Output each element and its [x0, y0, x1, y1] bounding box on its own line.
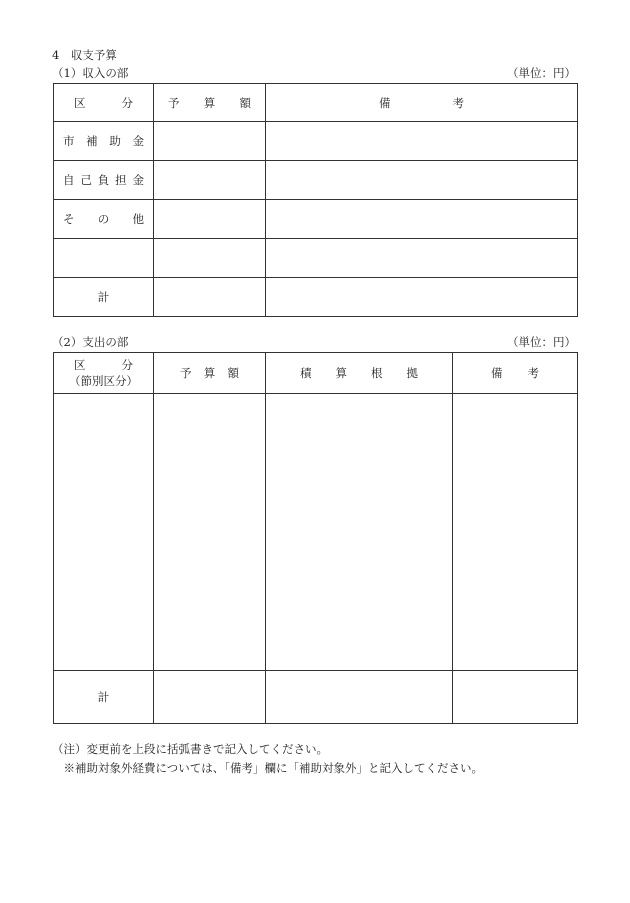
- income-label-total: 計: [54, 278, 154, 317]
- income-header-row: [54, 84, 578, 122]
- expense-header-basis: 積 算 根 拠: [266, 353, 453, 394]
- income-row-other: [54, 200, 578, 239]
- expense-label-total: 計: [54, 671, 154, 724]
- income-label-blank[interactable]: [54, 239, 154, 278]
- expense-header-budget: 予 算 額: [154, 353, 266, 394]
- expense-heading: （2）支出の部: [52, 335, 129, 349]
- income-row-city-subsidy: [54, 122, 578, 161]
- expense-category-cell[interactable]: [54, 394, 154, 671]
- income-label-city-subsidy: 市 補 助 金: [54, 122, 154, 161]
- income-table: [53, 83, 578, 317]
- section-title: 4 収支予算: [52, 48, 117, 62]
- income-header-category: 区 分: [54, 84, 154, 122]
- note-line-1: （注）変更前を上段に括弧書きで記入してください。: [52, 742, 328, 756]
- income-row-total: [54, 278, 578, 317]
- income-budget-cell[interactable]: [154, 161, 266, 200]
- income-header-budget: 予 算 額: [154, 84, 266, 122]
- expense-total-remarks-cell[interactable]: [453, 671, 578, 724]
- notes: [52, 740, 483, 778]
- income-label-self-pay: 自 己 負 担 金: [54, 161, 154, 200]
- income-heading: （1）収入の部: [52, 66, 129, 80]
- expense-unit: （単位：円）: [507, 335, 576, 349]
- expense-header-remarks: 備 考: [453, 353, 578, 394]
- expense-total-row: [54, 671, 578, 724]
- expense-total-basis-cell[interactable]: [266, 671, 453, 724]
- income-remarks-cell[interactable]: [266, 239, 578, 278]
- expense-budget-cell[interactable]: [154, 394, 266, 671]
- income-remarks-cell[interactable]: [266, 161, 578, 200]
- income-header-remarks: 備 考: [266, 84, 578, 122]
- income-budget-cell[interactable]: [154, 122, 266, 161]
- income-total-remarks-cell[interactable]: [266, 278, 578, 317]
- expense-table: [53, 352, 578, 724]
- income-unit: （単位：円）: [507, 66, 576, 80]
- expense-body-row: [54, 394, 578, 671]
- expense-remarks-cell[interactable]: [453, 394, 578, 671]
- expense-header-category: 区 分 （節別区分）: [54, 353, 154, 394]
- income-total-budget-cell[interactable]: [154, 278, 266, 317]
- expense-header-category-sub: （節別区分）: [69, 374, 138, 388]
- income-row-self-pay: [54, 161, 578, 200]
- expense-total-budget-cell[interactable]: [154, 671, 266, 724]
- income-remarks-cell[interactable]: [266, 122, 578, 161]
- income-remarks-cell[interactable]: [266, 200, 578, 239]
- expense-basis-cell[interactable]: [266, 394, 453, 671]
- income-row-blank: [54, 239, 578, 278]
- income-label-other: そ の 他: [54, 200, 154, 239]
- note-line-2: ※補助対象外経費については、「備考」欄に「補助対象外」と記入してください。: [52, 761, 484, 775]
- income-budget-cell[interactable]: [154, 239, 266, 278]
- income-budget-cell[interactable]: [154, 200, 266, 239]
- expense-header-row: [54, 353, 578, 394]
